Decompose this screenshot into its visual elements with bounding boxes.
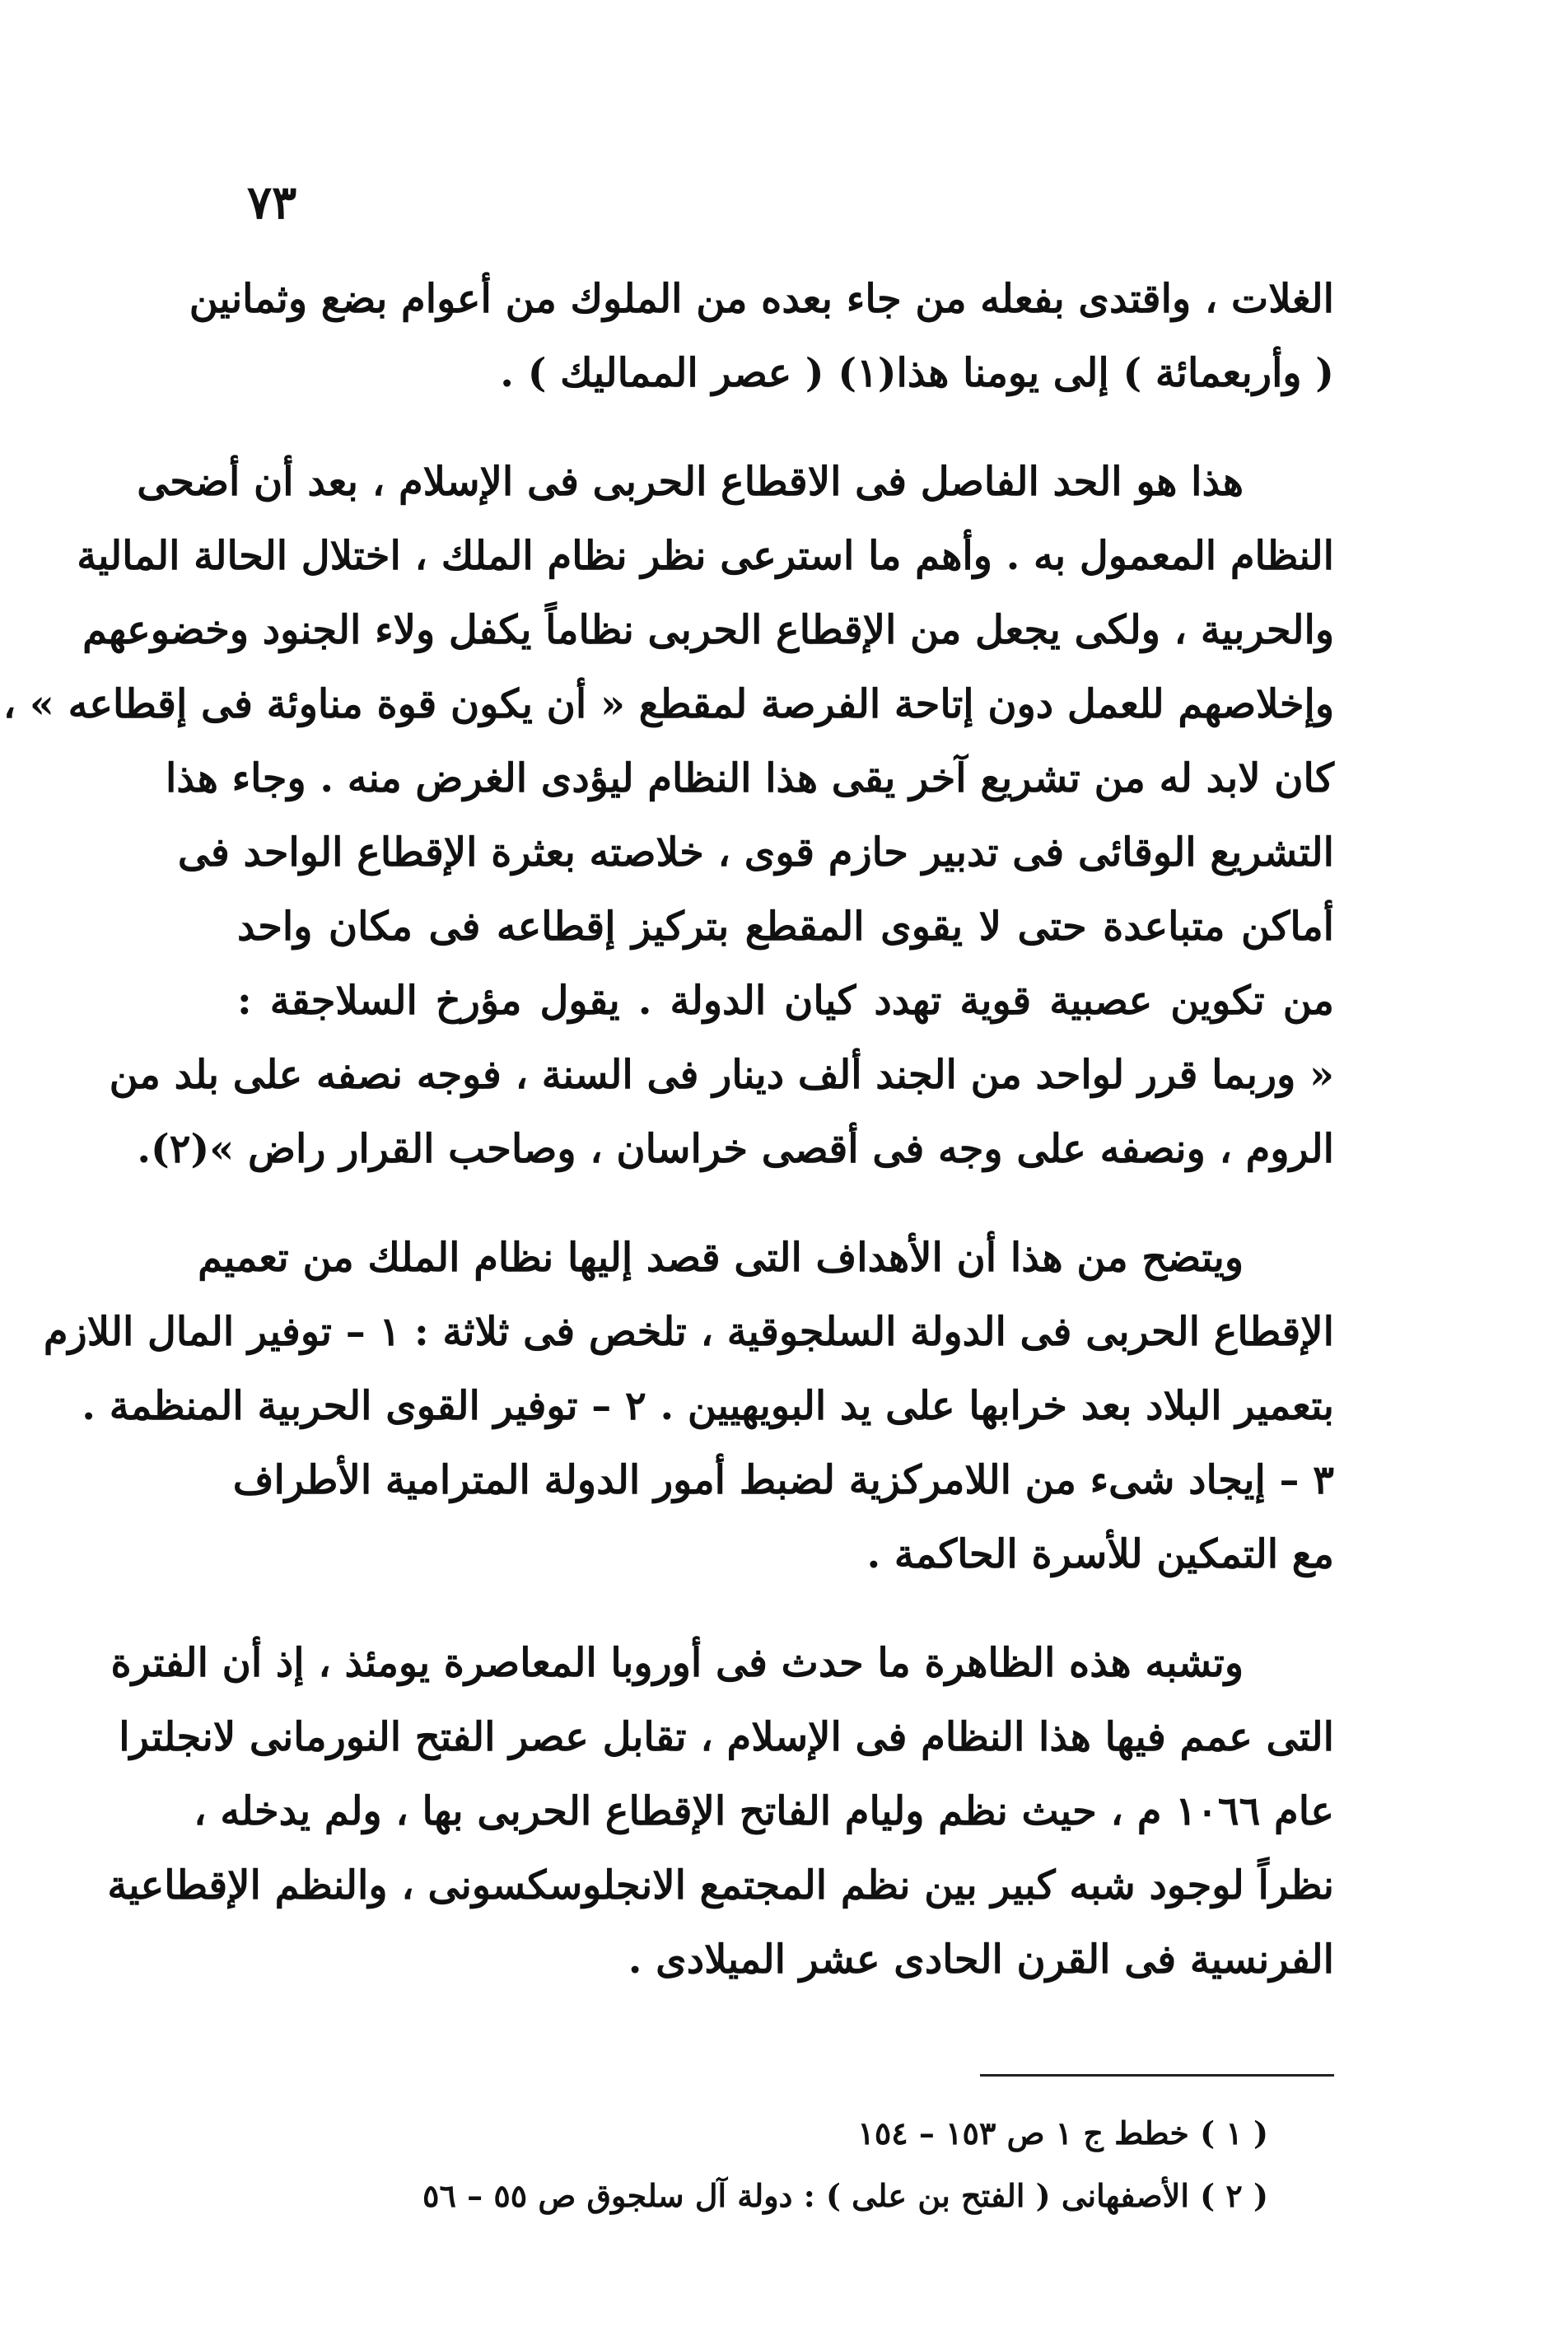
footnote-divider: [980, 2074, 1334, 2077]
footnotes: [412, 2102, 1268, 2227]
footnote-2: ( ٢ ) الأصفهانى ( الفتح بن على ) : دولة آل سلجوق ص ٥٥ – ٥٦: [422, 2177, 1268, 2214]
text-line: التى عمم فيها هذا النظام فى الإسلام ، تقابل عصر الفتح النورمانى لانجلترا: [119, 1714, 1334, 1760]
text-line: نظراً لوجود شبه كبير بين نظم المجتمع الانجلوسكسونى ، والنظم الإقطاعية: [107, 1862, 1334, 1909]
text-line: التشريع الوقائى فى تدبير حازم قوى ، خلاصته بعثرة الإقطاع الواحد فى: [177, 829, 1334, 876]
text-line: الروم ، ونصفه على وجه فى أقصى خراسان ، وصاحب القرار راض »(٢).: [137, 1126, 1334, 1172]
paragraph-4: [107, 1626, 1334, 1997]
text-line: الفرنسية فى القرن الحادى عشر الميلادى .: [628, 1937, 1334, 1983]
text-line: والحربية ، ولكى يجعل من الإقطاع الحربى نظاماً يكفل ولاء الجنود وخضوعهم: [82, 607, 1334, 653]
paragraph-2: [2, 445, 1334, 1186]
text-line: كان لابد له من تشريع آخر يقى هذا النظام ليؤدى الغرض منه . وجاء هذا: [166, 755, 1334, 801]
text-line: الإقطاع الحربى فى الدولة السلجوقية ، تلخص فى ثلاثة : ١ – توفير المال اللازم: [43, 1309, 1334, 1355]
text-line: مع التمكين للأسرة الحاكمة .: [866, 1531, 1334, 1577]
footnote-1: ( ١ ) خطط ج ١ ص ١٥٣ – ١٥٤: [857, 2114, 1268, 2151]
text-line: بتعمير البلاد بعد خرابها على يد البويهيين . ٢ – توفير القوى الحربية المنظمة .: [82, 1383, 1334, 1429]
text-line: وإخلاصهم للعمل دون إتاحة الفرصة لمقطع « أن يكون قوة مناوئة فى إقطاعه » ،: [2, 681, 1334, 727]
text-line: من تكوين عصبية قوية تهدد كيان الدولة . يقول مؤرخ السلاجقة :: [237, 978, 1334, 1024]
text-line: الغلات ، واقتدى بفعله من جاء بعده من الملوك من أعوام بضع وثمانين: [189, 276, 1334, 322]
page-number: ٧٣: [247, 175, 297, 230]
text-line: عام ١٠٦٦ م ، حيث نظم وليام الفاتح الإقطاع الحربى بها ، ولم يدخله ،: [194, 1788, 1334, 1834]
body-text: [2, 262, 1334, 1997]
text-line: أماكن متباعدة حتى لا يقوى المقطع بتركيز إقطاعه فى مكان واحد: [237, 904, 1334, 950]
paragraph-1: [189, 262, 1334, 410]
text-line: ويتضح من هذا أن الأهداف التى قصد إليها نظام الملك من تعميم: [198, 1235, 1244, 1281]
text-line: ٣ – إيجاد شىء من اللامركزية لضبط أمور الدولة المترامية الأطراف: [232, 1457, 1334, 1503]
text-line: « وربما قرر لواحد من الجند ألف دينار فى السنة ، فوجه نصفه على بلد من: [109, 1052, 1334, 1098]
text-line: النظام المعمول به . وأهم ما استرعى نظر نظام الملك ، اختلال الحالة المالية: [77, 533, 1334, 579]
text-line: ( وأربعمائة ) إلى يومنا هذا(١) ( عصر المماليك ) .: [500, 350, 1334, 396]
paragraph-3: [43, 1221, 1334, 1591]
text-line: وتشبه هذه الظاهرة ما حدث فى أوروبا المعاصرة يومئذ ، إذ أن الفترة: [110, 1640, 1244, 1686]
text-line: هذا هو الحد الفاصل فى الاقطاع الحربى فى الإسلام ، بعد أن أضحى: [137, 459, 1244, 505]
